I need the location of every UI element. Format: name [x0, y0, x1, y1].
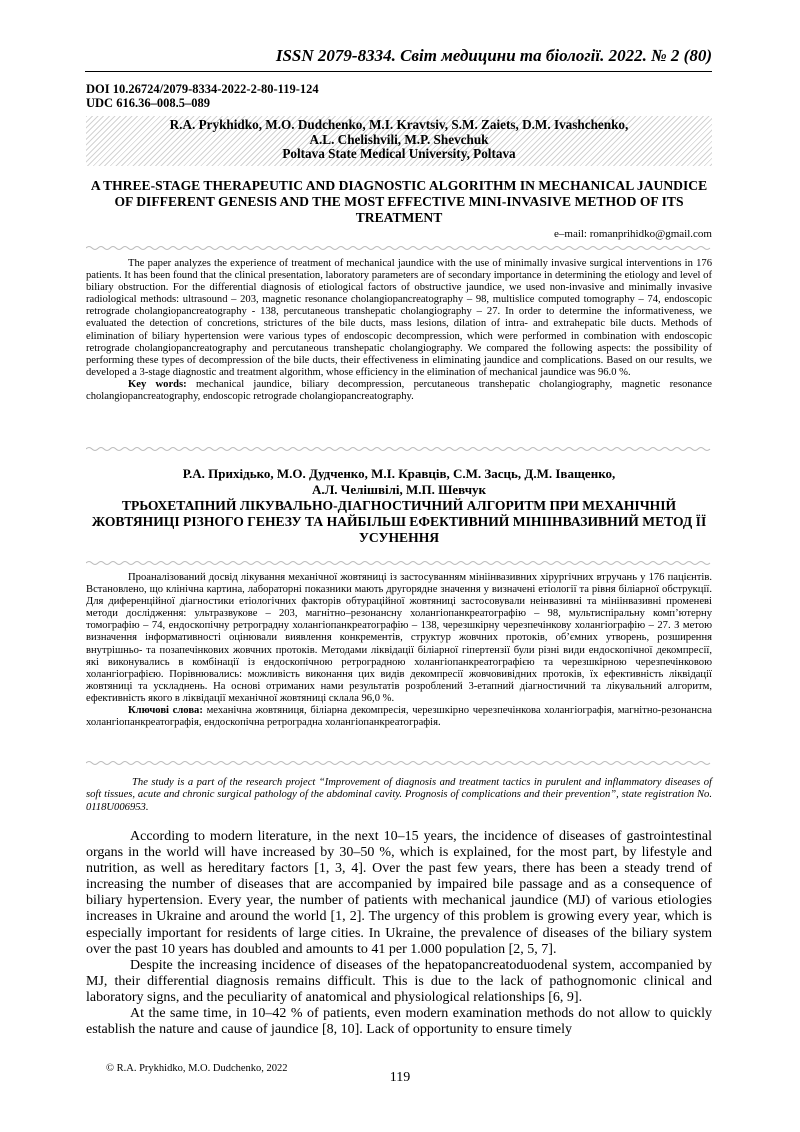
body-paragraph-3: At the same time, in 10–42 % of patients, even modern examination methods do not allow to quickly establish the nature and cause of jaundice [8, 10]. Lack of opportunity to ensure timely	[86, 1006, 712, 1038]
keywords-en-text: mechanical jaundice, biliary decompression, percutaneous transhepatic cholangiography, magnetic resonance cholangiopancreatography, endoscopic retrograde cholangiopancreatography.	[86, 378, 712, 403]
abstract-uk	[86, 572, 712, 729]
contact-email: e–mail: romanprihidko@gmail.com	[554, 228, 712, 240]
copyright: © R.A. Prykhidko, M.O. Dudchenko, 2022	[106, 1063, 288, 1074]
doi-block	[86, 82, 319, 110]
abstract-uk-text: Проаналізований досвід лікування механічної жовтяниці із застосуванням мініінвазивних хірургічних втручань у 176 пацієнтів. Встановлено, що клінічна картина, лабораторні показники мають другорядне значення у визначені етіології та рівня біліарної обструкції. Для диференційної діагностики етіологічних факторів обтураційної жовтяниці застосовували неінвазивні та мініінвазивні променеві методи дослідження: ультразвукове – 203, магнітно–резонансну холангіопанкреатографію – 98, мультиспіральну комп’ютерну томографію – 74, ендоскопічну ретроградну холангіопанкреатографію – 138, черезшкірну черезпечінкову холангіографію – 27. З метою визначення інформативності оцінювали виявлення конкрементів, структур жовчних протоків, об’ємних утворень, розширення внутрішньо- та позапечінкових жовчних протоків. Методами ліквідації біліарної гіпертензії були різні види ендоскопічної декомпресії, які виконувались в комбінації із ендоскопічною ретроградною холангіопанкреатографією та черезшкірною черезпечінковою холангіографією. Порівнювались: можливість виконання цих видів декомпресії жовчовивідних протоків, їх ефективність ліквідації жовтяниці та ускладнень. На основі отриманих нами результатів розроблений 3-етапний діагностичний та лікувальний алгоритм, ефективність якого в ліквідації механічної жовтяниці склала 96,0 %.	[86, 572, 712, 704]
research-note	[86, 777, 712, 814]
doi: DOI 10.26724/2079-8334-2022-2-80-119-124	[86, 82, 319, 96]
abstract-en	[86, 258, 712, 403]
authors-uk	[86, 466, 712, 498]
wave-divider	[86, 760, 712, 766]
article-body	[86, 829, 712, 1038]
wave-divider	[86, 560, 712, 566]
authors-uk-line1: Р.А. Прихідько, М.О. Дудченко, М.І. Кравців, С.М. Засць, Д.М. Іващенко,	[182, 466, 616, 481]
authors-en-line1: R.A. Prykhidko, M.O. Dudchenko, M.I. Kravtsiv, S.M. Zaiets, D.M. Ivashchenko,	[169, 117, 629, 132]
authors-box-en	[86, 116, 712, 166]
authors-en-line2: A.L. Chelishvili, M.P. Shevchuk	[309, 131, 489, 147]
affiliation: Poltava State Medical University, Poltava	[282, 146, 516, 161]
keywords-uk-label: Ключові слова:	[128, 705, 203, 717]
research-note-text: The study is a part of the research project “Improvement of diagnosis and treatment tactics in purulent and inflammatory diseases of soft tissues, acute and chronic surgical pathology of the abdominal cavity. Prognosis of complications and their prevention”, state registration No. 0118U006953.	[86, 777, 712, 813]
article-title-uk: ТРЬОХЕТАПНИЙ ЛІКУВАЛЬНО-ДІАГНОСТИЧНИЙ АЛГОРИТМ ПРИ МЕХАНІЧНІЙ ЖОВТЯНИЦІ РІЗНОГО ГЕНЕЗУ ТА НАЙБІЛЬШ ЕФЕКТИВНИЙ МІНІІНВАЗИВНИЙ МЕТОД ЇЇ УСУНЕННЯ	[91, 498, 707, 545]
keywords-en-label: Key words:	[128, 378, 187, 390]
wave-divider	[86, 245, 712, 251]
journal-header: ISSN 2079-8334. Світ медицини та біології. 2022. № 2 (80)	[275, 46, 712, 65]
body-paragraph-1: According to modern literature, in the next 10–15 years, the incidence of diseases of gastrointestinal organs in the world will have increased by 30–50 %, which is explained, for the most part, by lifestyle and nutrition, as well as hereditary factors [1, 3, 4]. Over the past few years, there has been a steady trend of increasing the number of diseases that are accompanied by impaired bile passage and as a consequence of biliary hypertension. Every year, the number of patients with mechanical jaundice (MJ) of various etiologies increases in Ukraine and around the world [1, 2]. The urgency of this problem is growing every year, which is especially important for residents of large cities. In Ukraine, the prevalence of diseases of the biliary system over the past 10 years has doubled and amounts to 41 per 1.000 population [2, 5, 7].	[86, 829, 712, 957]
article-title-en: A THREE-STAGE THERAPEUTIC AND DIAGNOSTIC ALGORITHM IN MECHANICAL JAUNDICE OF DIFFERENT GENESIS AND THE MOST EFFECTIVE MINI-INVASIVE METHOD OF ITS TREATMENT	[90, 178, 708, 225]
page-number: 119	[389, 1070, 411, 1085]
keywords-uk	[86, 705, 712, 729]
abstract-en-text: The paper analyzes the experience of treatment of mechanical jaundice with the use of minimally invasive surgical interventions in 176 patients. It has been found that the clinical presentation, laboratory parameters are of secondary importance in determining the etiology and level of biliary obstruction. For the differential diagnosis of etiological factors of obstructive jaundice, we used non-invasive and minimally invasive radiological methods: ultrasound – 203, magnetic resonance cholangiopancreatography – 98, multislice computed tomography – 74, endoscopic retrograde cholangiopancreatography - 138, percutaneous transhepatic cholangiography – 27. In order to determine the informativeness, we evaluated the detection of concretions, strictures of the bile ducts, mass lesions, dilation of intra- and extrahepatic bile ducts. Methods of elimination of biliary hypertension were various types of endoscopic decompression, which were performed in combination with endoscopic retrograde cholangiopancreatography and percutaneous transhepatic cholangiography. We compared the following aspects: the possibility of performing these types of decompression of the bile ducts, their effectiveness in eliminating jaundice and complications. Based on our results, we developed a 3-stage diagnostic and treatment algorithm, whose efficiency in the elimination of mechanical jaundice was 96.0 %.	[86, 258, 712, 378]
authors-uk-line2: А.Л. Челішвілі, М.П. Шевчук	[311, 482, 487, 497]
keywords-en	[86, 379, 712, 403]
udc: UDC 616.36–008.5–089	[86, 96, 210, 110]
wave-divider	[86, 446, 712, 452]
body-paragraph-2: Despite the increasing incidence of diseases of the hepatopancreatoduodenal system, accompanied by MJ, their differential diagnosis remains difficult. This is due to the lack of pathognomonic clinical and laboratory signs, and the peculiarity of anatomical and physiological relationships [6, 9].	[86, 957, 712, 1005]
keywords-uk-text: механічна жовтяниця, біліарна декомпресія, черезшкірно черезпечінкова холангіографія, магнітно-резонансна холангіопанкреатографія, ендоскопічна ретроградна холангіопанкреатографія.	[86, 705, 712, 729]
header-divider	[85, 71, 712, 72]
